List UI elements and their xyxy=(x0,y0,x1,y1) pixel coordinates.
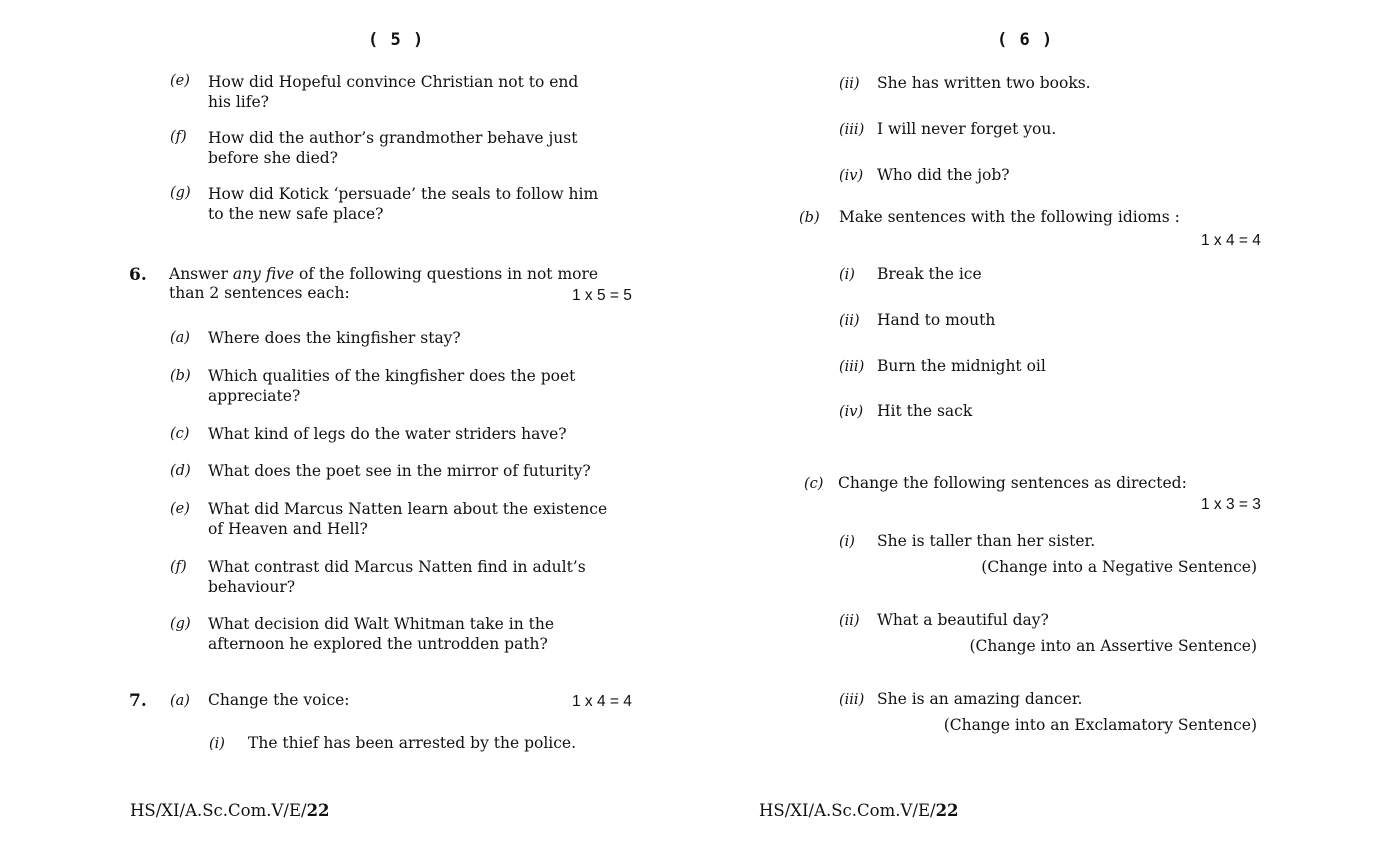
part-b-marks: 1 x 4 = 4 xyxy=(1201,232,1261,249)
part-label: (a) xyxy=(170,693,190,709)
list-item: Hit the sack xyxy=(877,402,973,420)
q7-part-text: Change the voice: xyxy=(208,691,350,709)
footer-code-right: HS/XI/A.Sc.Com.V/E/22 xyxy=(759,801,959,820)
list-item: What decision did Walt Whitman take in the afternoon he explored the untrodden path? xyxy=(208,615,555,653)
list-item: She is an amazing dancer. xyxy=(877,690,1083,708)
list-item: Hand to mouth xyxy=(877,311,996,329)
item-label: (g) xyxy=(170,616,191,632)
item-label: (f) xyxy=(170,559,187,575)
part-b-text: Make sentences with the following idioms : xyxy=(839,208,1180,226)
item-label: (e) xyxy=(170,73,190,89)
part-label: (c) xyxy=(804,476,824,492)
list-item: What did Marcus Natten learn about the existence of Heaven and Hell? xyxy=(208,500,608,538)
item-label: (iii) xyxy=(839,692,865,708)
list-item: The thief has been arrested by the police. xyxy=(248,734,577,752)
list-item: What a beautiful day? xyxy=(877,611,1049,629)
direction-note: (Change into a Negative Sentence) xyxy=(981,558,1257,576)
q6-instruction-line2: than 2 sentences each: xyxy=(169,284,350,302)
item-label: (iii) xyxy=(839,359,865,375)
page-number-left: ( 5 ) xyxy=(368,30,425,50)
list-item: She is taller than her sister. xyxy=(877,532,1096,550)
list-item: Where does the kingfisher stay? xyxy=(208,329,461,347)
list-item: She has written two books. xyxy=(877,74,1091,92)
list-item: How did Hopeful convince Christian not to end his life? xyxy=(208,73,579,111)
list-item: What does the poet see in the mirror of futurity? xyxy=(208,462,591,480)
item-label: (a) xyxy=(170,330,190,346)
q6-marks: 1 x 5 = 5 xyxy=(572,287,632,304)
part-label: (b) xyxy=(799,210,820,226)
item-label: (e) xyxy=(170,501,190,517)
part-c-text: Change the following sentences as directed: xyxy=(838,474,1187,492)
q7-marks: 1 x 4 = 4 xyxy=(572,693,632,710)
item-label: (ii) xyxy=(839,76,860,92)
q6-instruction: Answer any five of the following questions in not more xyxy=(169,265,599,283)
list-item: Burn the midnight oil xyxy=(877,357,1046,375)
page-number-right: ( 6 ) xyxy=(997,30,1054,50)
list-item: What contrast did Marcus Natten find in adult’s behaviour? xyxy=(208,558,586,596)
direction-note: (Change into an Assertive Sentence) xyxy=(969,637,1257,655)
item-label: (ii) xyxy=(839,613,860,629)
list-item: Break the ice xyxy=(877,265,982,283)
item-label: (ii) xyxy=(839,313,860,329)
item-label: (iv) xyxy=(839,404,864,420)
item-label: (b) xyxy=(170,368,191,384)
list-item: Who did the job? xyxy=(877,166,1010,184)
part-c-marks: 1 x 3 = 3 xyxy=(1201,496,1261,513)
item-label: (i) xyxy=(839,267,855,283)
direction-note: (Change into an Exclamatory Sentence) xyxy=(943,716,1257,734)
list-item: What kind of legs do the water striders have? xyxy=(208,425,567,443)
list-item: How did the author’s grandmother behave just before she died? xyxy=(208,129,578,167)
item-label: (i) xyxy=(209,736,225,752)
question-number-6: 6. xyxy=(129,265,147,285)
item-label: (g) xyxy=(170,185,191,201)
item-label: (i) xyxy=(839,534,855,550)
item-label: (c) xyxy=(170,426,190,442)
item-label: (f) xyxy=(170,129,187,145)
item-label: (d) xyxy=(170,463,191,479)
list-item: How did Kotick ‘persuade’ the seals to follow him to the new safe place? xyxy=(208,185,599,223)
footer-code-left: HS/XI/A.Sc.Com.V/E/22 xyxy=(130,801,330,820)
item-label: (iv) xyxy=(839,168,864,184)
question-number-7: 7. xyxy=(129,691,147,711)
list-item: Which qualities of the kingfisher does the poet appreciate? xyxy=(208,367,576,405)
item-label: (iii) xyxy=(839,122,865,138)
list-item: I will never forget you. xyxy=(877,120,1057,138)
